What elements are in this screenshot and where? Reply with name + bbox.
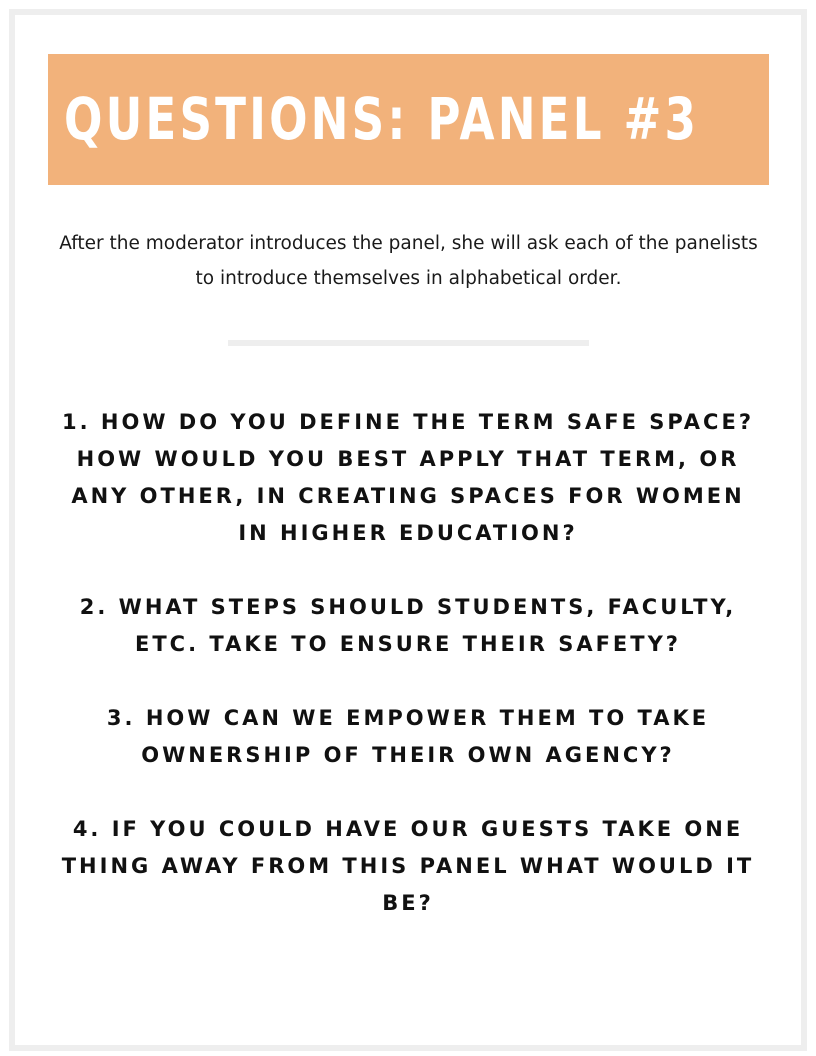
section-divider: [228, 340, 589, 346]
question-item-2: 2. WHAT STEPS SHOULD STUDENTS, FACULTY, ETC. TAKE TO ENSURE THEIR SAFETY?: [79, 595, 737, 656]
question-item-4: 4. IF YOU COULD HAVE OUR GUESTS TAKE ONE THING AWAY FROM THIS PANEL WHAT WOULD IT BE?: [61, 817, 755, 915]
intro-paragraph: After the moderator introduces the panel, she will ask each of the panelists to introduce themselves in alphabetical order.: [59, 233, 758, 289]
page-title: QUESTIONS: PANEL #3: [64, 85, 700, 153]
question-list: [60, 404, 756, 959]
question-item-3: 3. HOW CAN WE EMPOWER THEM TO TAKE OWNERSHIP OF THEIR OWN AGENCY?: [106, 706, 710, 767]
title-banner: [48, 54, 769, 185]
question-item-1: 1. HOW DO YOU DEFINE THE TERM SAFE SPACE? HOW WOULD YOU BEST APPLY THAT TERM, OR ANY OTHER, IN CREATING SPACES FOR WOMEN IN HIGHER EDUCATION?: [62, 410, 754, 545]
